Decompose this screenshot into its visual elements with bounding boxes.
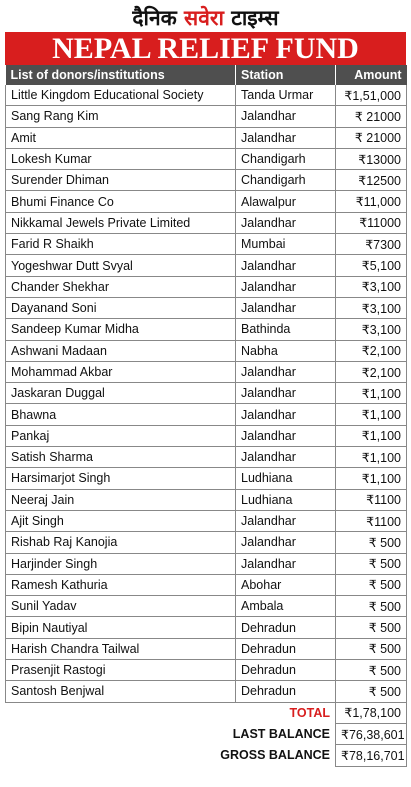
last-balance-row <box>6 723 407 744</box>
table-row <box>6 510 407 531</box>
donor-name-cell: Farid R Shaikh <box>6 234 236 255</box>
amount-cell: ₹3,100 <box>336 276 407 297</box>
table-row <box>6 297 407 318</box>
station-cell: Jalandhar <box>236 383 336 404</box>
donor-name-cell: Yogeshwar Dutt Svyal <box>6 255 236 276</box>
masthead-word-3: टाइम्स <box>231 5 279 30</box>
amount-cell: ₹7300 <box>336 234 407 255</box>
amount-cell: ₹1,100 <box>336 425 407 446</box>
table-row <box>6 212 407 233</box>
donor-name-cell: Bhawna <box>6 404 236 425</box>
amount-cell: ₹1,51,000 <box>336 85 407 106</box>
amount-cell: ₹ 500 <box>336 553 407 574</box>
donor-name-cell: Prasenjit Rastogi <box>6 660 236 681</box>
station-cell: Mumbai <box>236 234 336 255</box>
last-balance-label: LAST BALANCE <box>232 727 330 742</box>
table-row <box>6 383 407 404</box>
amount-cell: ₹ 500 <box>336 532 407 553</box>
amount-cell: ₹1100 <box>336 489 407 510</box>
gross-balance-row <box>6 745 407 766</box>
amount-cell: ₹5,100 <box>336 255 407 276</box>
station-cell: Ambala <box>236 596 336 617</box>
newspaper-masthead <box>5 4 406 32</box>
station-cell: Tanda Urmar <box>236 85 336 106</box>
station-cell: Dehradun <box>236 660 336 681</box>
total-label: TOTAL <box>289 706 330 720</box>
donor-name-cell: Ashwani Madaan <box>6 340 236 361</box>
station-cell: Jalandhar <box>236 127 336 148</box>
last-balance-amount: ₹76,38,601 <box>336 723 407 744</box>
amount-cell: ₹11000 <box>336 212 407 233</box>
station-cell: Ludhiana <box>236 468 336 489</box>
station-cell: Jalandhar <box>236 255 336 276</box>
donor-name-cell: Rishab Raj Kanojia <box>6 532 236 553</box>
table-row <box>6 596 407 617</box>
station-cell: Alawalpur <box>236 191 336 212</box>
fund-list <box>5 4 406 767</box>
table-row <box>6 276 407 297</box>
amount-cell: ₹1,100 <box>336 383 407 404</box>
table-row <box>6 148 407 169</box>
donor-name-cell: Sang Rang Kim <box>6 106 236 127</box>
table-row <box>6 127 407 148</box>
table-row <box>6 106 407 127</box>
column-header-amount: Amount <box>336 65 407 85</box>
table-row <box>6 447 407 468</box>
donor-name-cell: Harsimarjot Singh <box>6 468 236 489</box>
donor-name-cell: Chander Shekhar <box>6 276 236 297</box>
station-cell: Dehradun <box>236 617 336 638</box>
gross-balance-label: GROSS BALANCE <box>220 748 330 763</box>
amount-cell: ₹2,100 <box>336 340 407 361</box>
donor-name-cell: Harish Chandra Tailwal <box>6 638 236 659</box>
total-row <box>6 702 407 723</box>
donor-name-cell: Ajit Singh <box>6 510 236 531</box>
table-row <box>6 681 407 702</box>
station-cell: Jalandhar <box>236 425 336 446</box>
donor-name-cell: Mohammad Akbar <box>6 361 236 382</box>
amount-cell: ₹3,100 <box>336 297 407 318</box>
donor-name-cell: Dayanand Soni <box>6 297 236 318</box>
station-cell: Jalandhar <box>236 532 336 553</box>
amount-cell: ₹2,100 <box>336 361 407 382</box>
station-cell: Jalandhar <box>236 361 336 382</box>
amount-cell: ₹ 500 <box>336 574 407 595</box>
column-header-donor: List of donors/institutions <box>6 65 236 85</box>
table-row <box>6 553 407 574</box>
amount-cell: ₹1,100 <box>336 468 407 489</box>
station-cell: Chandigarh <box>236 170 336 191</box>
station-cell: Jalandhar <box>236 553 336 574</box>
amount-cell: ₹ 500 <box>336 660 407 681</box>
donor-name-cell: Sandeep Kumar Midha <box>6 319 236 340</box>
table-row <box>6 319 407 340</box>
amount-cell: ₹ 500 <box>336 638 407 659</box>
table-row <box>6 532 407 553</box>
donor-name-cell: Santosh Benjwal <box>6 681 236 702</box>
donor-name-cell: Satish Sharma <box>6 447 236 468</box>
table-row <box>6 489 407 510</box>
table-row <box>6 638 407 659</box>
donor-name-cell: Bhumi Finance Co <box>6 191 236 212</box>
gross-balance-amount: ₹78,16,701 <box>336 745 407 766</box>
donor-name-cell: Neeraj Jain <box>6 489 236 510</box>
amount-cell: ₹ 21000 <box>336 127 407 148</box>
table-row <box>6 468 407 489</box>
donor-name-cell: Pankaj <box>6 425 236 446</box>
amount-cell: ₹ 21000 <box>336 106 407 127</box>
table-row <box>6 85 407 106</box>
donor-name-cell: Surender Dhiman <box>6 170 236 191</box>
station-cell: Jalandhar <box>236 212 336 233</box>
amount-cell: ₹ 500 <box>336 596 407 617</box>
total-amount: ₹1,78,100 <box>336 702 407 723</box>
table-row <box>6 234 407 255</box>
donor-name-cell: Little Kingdom Educational Society <box>6 85 236 106</box>
station-cell: Jalandhar <box>236 404 336 425</box>
station-cell: Bathinda <box>236 319 336 340</box>
station-cell: Chandigarh <box>236 148 336 169</box>
table-row <box>6 170 407 191</box>
station-cell: Abohar <box>236 574 336 595</box>
table-row <box>6 340 407 361</box>
donor-name-cell: Bipin Nautiyal <box>6 617 236 638</box>
table-header-row <box>6 65 407 85</box>
table-row <box>6 574 407 595</box>
table-row <box>6 660 407 681</box>
masthead-word-2: सवेरा <box>184 5 224 30</box>
donor-name-cell: Ramesh Kathuria <box>6 574 236 595</box>
station-cell: Jalandhar <box>236 447 336 468</box>
station-cell: Jalandhar <box>236 106 336 127</box>
amount-cell: ₹1,100 <box>336 404 407 425</box>
station-cell: Nabha <box>236 340 336 361</box>
donor-table <box>5 65 407 767</box>
station-cell: Jalandhar <box>236 297 336 318</box>
station-cell: Jalandhar <box>236 510 336 531</box>
column-header-station: Station <box>236 65 336 85</box>
donor-name-cell: Jaskaran Duggal <box>6 383 236 404</box>
donor-name-cell: Lokesh Kumar <box>6 148 236 169</box>
amount-cell: ₹ 500 <box>336 617 407 638</box>
table-row <box>6 617 407 638</box>
amount-cell: ₹3,100 <box>336 319 407 340</box>
station-cell: Dehradun <box>236 681 336 702</box>
amount-cell: ₹13000 <box>336 148 407 169</box>
table-row <box>6 191 407 212</box>
amount-cell: ₹1100 <box>336 510 407 531</box>
table-row <box>6 404 407 425</box>
amount-cell: ₹1,100 <box>336 447 407 468</box>
amount-cell: ₹11,000 <box>336 191 407 212</box>
donor-name-cell: Nikkamal Jewels Private Limited <box>6 212 236 233</box>
donor-name-cell: Harjinder Singh <box>6 553 236 574</box>
table-row <box>6 255 407 276</box>
masthead-word-1: दैनिक <box>132 5 177 30</box>
table-row <box>6 361 407 382</box>
table-row <box>6 425 407 446</box>
station-cell: Dehradun <box>236 638 336 659</box>
donor-name-cell: Amit <box>6 127 236 148</box>
station-cell: Ludhiana <box>236 489 336 510</box>
amount-cell: ₹12500 <box>336 170 407 191</box>
station-cell: Jalandhar <box>236 276 336 297</box>
fund-title-banner: NEPAL RELIEF FUND <box>5 32 406 65</box>
amount-cell: ₹ 500 <box>336 681 407 702</box>
donor-name-cell: Sunil Yadav <box>6 596 236 617</box>
